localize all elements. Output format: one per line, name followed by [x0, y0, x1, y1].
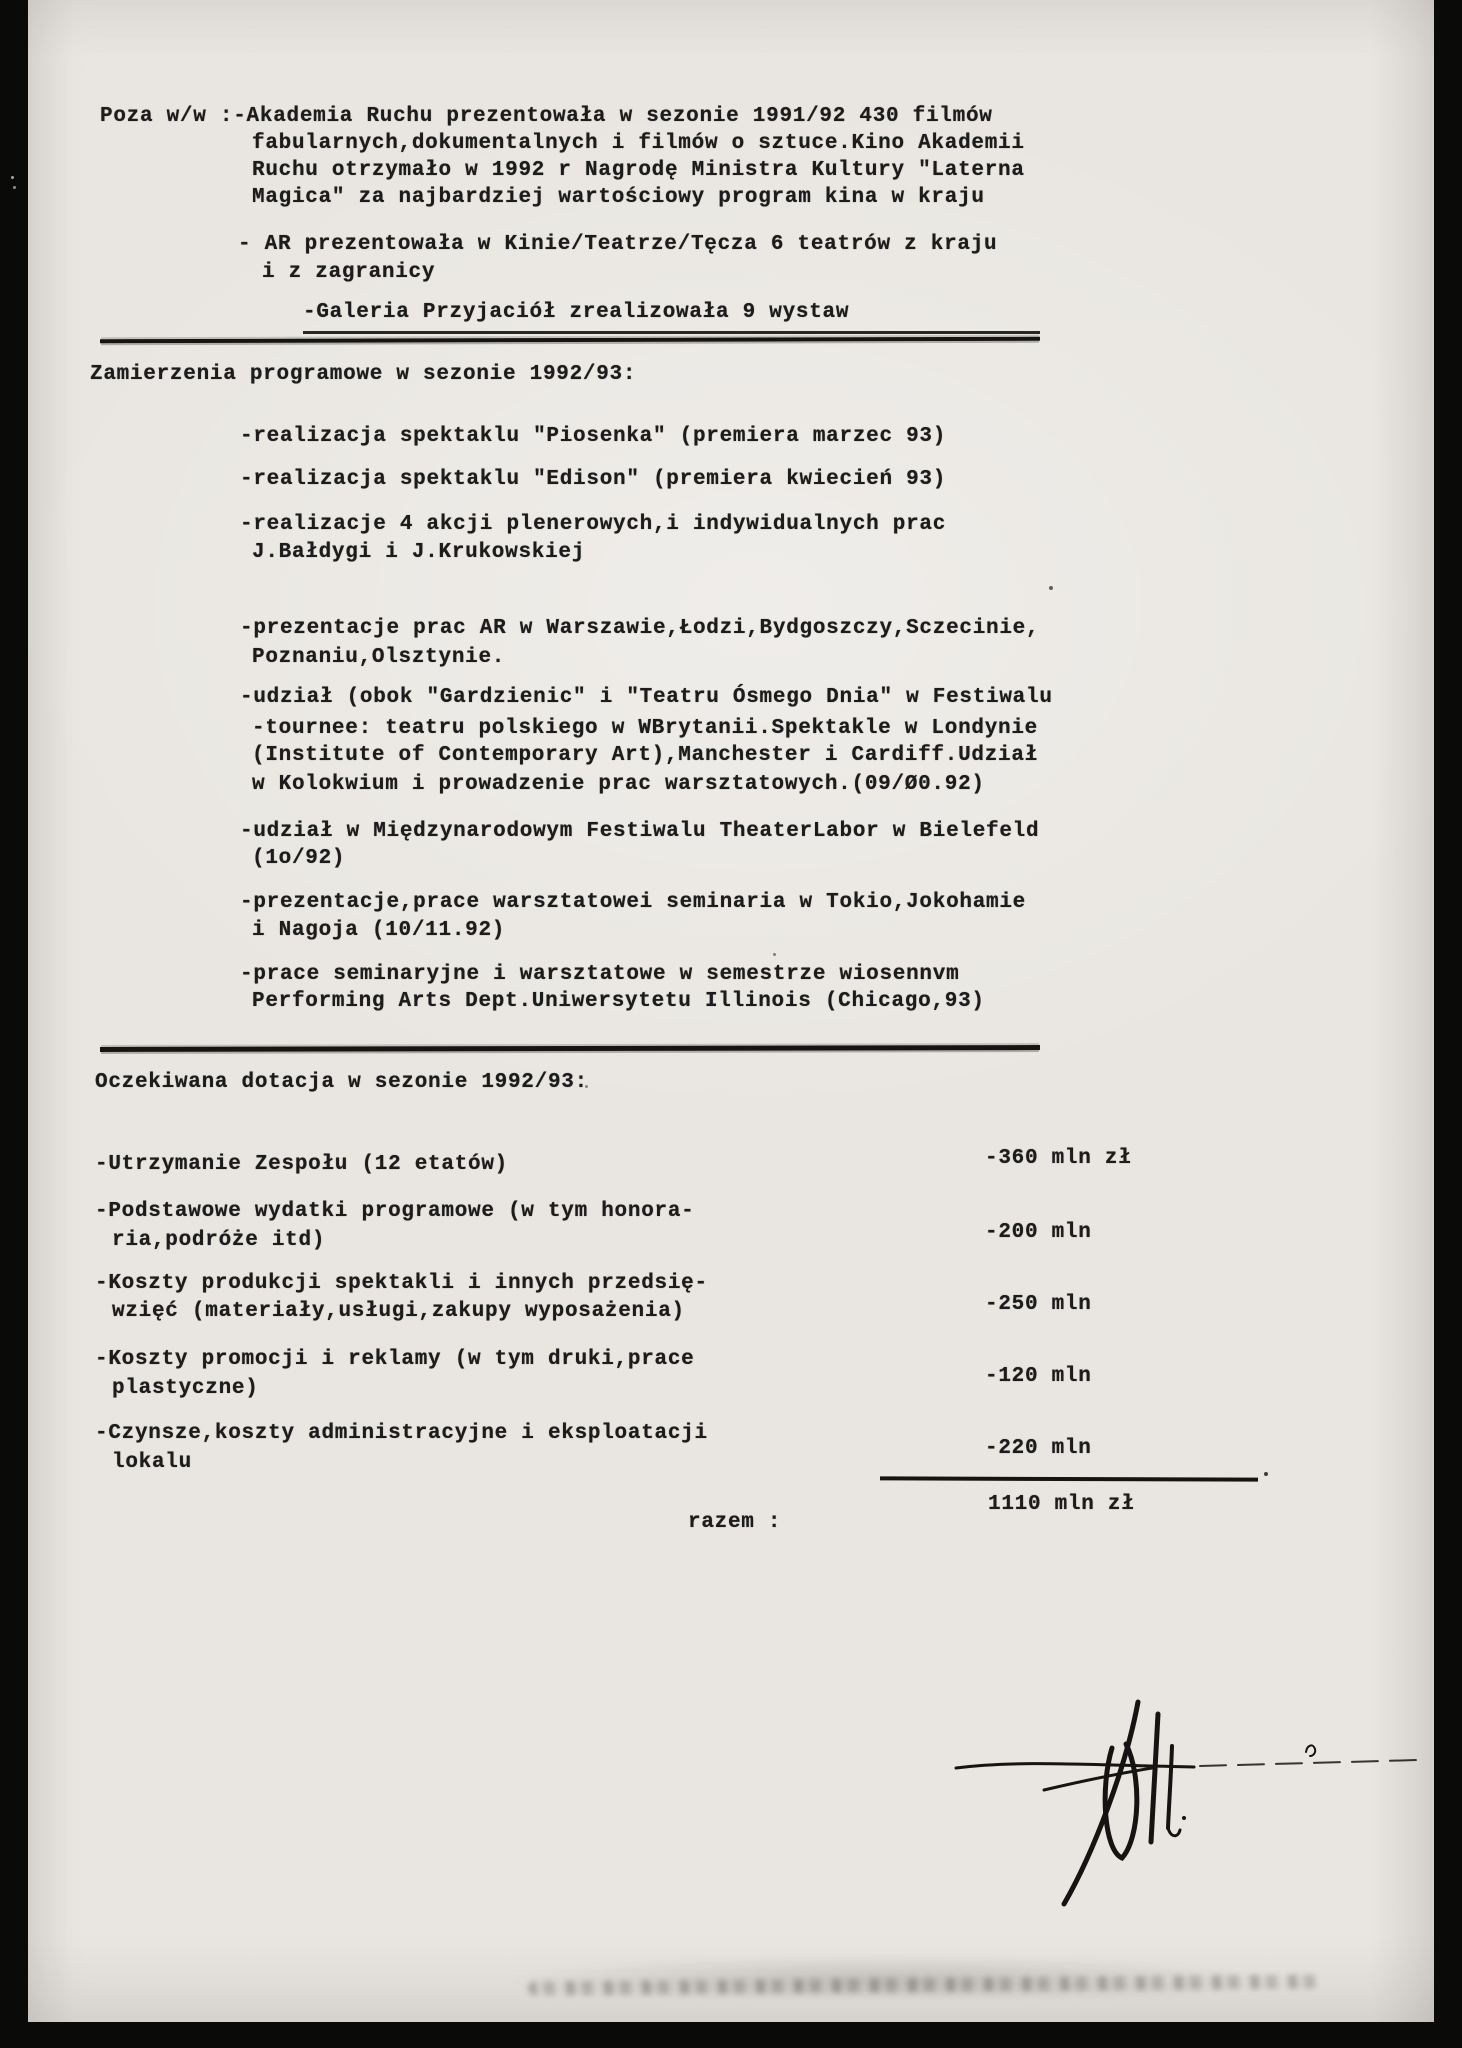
- program-item-line: -prezentacje,prace warsztatowei seminaria w Tokio,Jokohamie: [240, 891, 1027, 914]
- speck: [585, 1085, 588, 1088]
- typed-line: - AR prezentowała w Kinie/Teatrze/Tęcza 6 teatrów z kraju: [238, 233, 998, 256]
- budget-label-line: -Koszty produkcji spektakli i innych przedsię-: [95, 1272, 708, 1295]
- typed-line: Ruchu otrzymało w 1992 r Nagrodę Ministra Kultury "Laterna: [252, 159, 1025, 182]
- program-item-line: (Institute of Contemporary Art),Manchester i Cardiff.Udział: [252, 744, 1039, 767]
- scan-edge-bottom: [0, 2022, 1462, 2048]
- scan-edge-left: [0, 0, 28, 2048]
- scan-edge-right: [1434, 0, 1462, 2048]
- section-rule: [100, 1045, 1040, 1052]
- signature: [948, 1692, 1428, 1927]
- program-item-line: (1o/92): [252, 847, 346, 870]
- speck: [13, 186, 16, 189]
- section-rule: [100, 337, 1040, 343]
- budget-amount: -220 mln: [985, 1437, 1092, 1460]
- intro-line: [100, 104, 993, 130]
- total-rule: [880, 1476, 1258, 1481]
- budget-label-line: -Koszty promocji i reklamy (w tym druki,prace: [95, 1348, 695, 1371]
- section-heading: Zamierzenia programowe w sezonie 1992/93:: [90, 363, 637, 386]
- budget-label-line: plastyczne): [112, 1377, 259, 1400]
- program-item-line: i Nagoja (10/11.92): [252, 919, 506, 942]
- program-item-line: -udział w Międzynarodowym Festiwalu TheaterLabor w Bielefeld: [240, 820, 1040, 843]
- budget-label-line: lokalu: [112, 1451, 192, 1474]
- program-item-line: -prezentacje prac AR w Warszawie,Łodzi,Bydgoszczy,Sczecinie,: [240, 617, 1040, 640]
- program-item-line: -realizacje 4 akcji plenerowych,i indywidualnych prac: [240, 513, 947, 536]
- paper-sheet: [28, 0, 1434, 2022]
- budget-amount: -200 mln: [985, 1221, 1092, 1244]
- budget-amount: -360 mln zł: [985, 1147, 1132, 1170]
- typed-line: fabularnych,dokumentalnych i filmów o sztuce.Kino Akademii: [252, 132, 1025, 155]
- program-item-line: Performing Arts Dept.Uniwersytetu Illinois (Chicago,93): [252, 990, 985, 1013]
- budget-label-line: -Utrzymanie Zespołu (12 etatów): [95, 1153, 508, 1176]
- total-label: razem :: [688, 1511, 782, 1534]
- typed-line: i z zagranicy: [262, 261, 436, 284]
- budget-label-line: ria,podróże itd): [112, 1229, 326, 1252]
- speck: [1264, 1472, 1268, 1476]
- speck: [1049, 586, 1053, 590]
- program-item-line: Poznaniu,Olsztynie.: [252, 646, 506, 669]
- budget-amount: -120 mln: [985, 1365, 1092, 1388]
- program-item-line: -prace seminaryjne i warsztatowe w semestrze wiosennvm: [240, 963, 960, 986]
- program-item-line: -realizacja spektaklu "Edison" (premiera kwiecień 93): [240, 468, 947, 491]
- intro-label: Poza w/w :: [100, 105, 234, 128]
- section-heading: Oczekiwana dotacja w sezonie 1992/93:: [95, 1071, 588, 1094]
- program-item-line: J.Bałdygi i J.Krukowskiej: [252, 541, 586, 564]
- program-item-line: -tournee: teatru polskiego w WBrytanii.Spektakle w Londynie: [252, 717, 1039, 740]
- program-item-line: -realizacja spektaklu "Piosenka" (premiera marzec 93): [240, 425, 947, 448]
- total-amount: 1110 mln zł: [988, 1493, 1135, 1516]
- budget-label-line: -Czynsze,koszty administracyjne i eksploatacji: [95, 1422, 708, 1445]
- typed-line: -Akademia Ruchu prezentowała w sezonie 1991/92 430 filmów: [233, 105, 993, 128]
- budget-label-line: wzięć (materiały,usługi,zakupy wyposażenia): [112, 1300, 685, 1323]
- speck: [773, 953, 776, 956]
- budget-label-line: -Podstawowe wydatki programowe (w tym honora-: [95, 1200, 695, 1223]
- program-item-line: -udział (obok "Gardzienic" i "Teatru Ósmego Dnia" w Festiwalu: [240, 686, 1053, 709]
- program-item-line: w Kolokwium i prowadzenie prac warsztatowych.(09/Ø0.92): [252, 773, 985, 796]
- typed-line-underlined: -Galeria Przyjaciół zrealizowała 9 wystaw: [303, 300, 1040, 334]
- typed-line: Magica" za najbardziej wartościowy program kina w kraju: [252, 186, 985, 209]
- budget-amount: -250 mln: [985, 1293, 1092, 1316]
- speck: [11, 176, 14, 179]
